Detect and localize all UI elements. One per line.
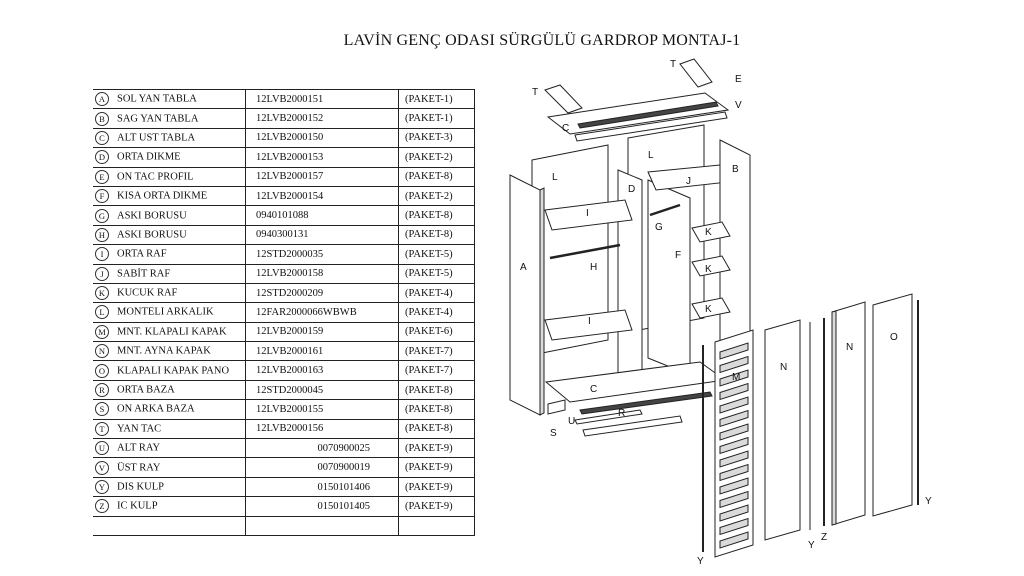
part-name-cell	[93, 264, 246, 283]
part-name: SABİT RAF	[117, 268, 171, 280]
part-package: (PAKET-2)	[399, 148, 475, 167]
part-code: 0150101405	[246, 497, 399, 516]
part-letter-badge: K	[95, 286, 109, 300]
table-row	[93, 400, 475, 419]
part-name-cell	[93, 225, 246, 244]
table-row	[93, 245, 475, 264]
part-name-cell	[93, 477, 246, 496]
part-name: YAN TAC	[117, 423, 162, 435]
part-package: (PAKET-1)	[399, 90, 475, 109]
part-package: (PAKET-7)	[399, 361, 475, 380]
part-letter-badge: S	[95, 402, 109, 416]
part-name: MNT. AYNA KAPAK	[117, 345, 211, 357]
part-name-cell	[93, 186, 246, 205]
label-j: J	[686, 176, 691, 187]
part-code: 12LVB2000153	[246, 148, 399, 167]
part-code: 12LVB2000156	[246, 419, 399, 438]
label-u: U	[568, 416, 576, 427]
label-y-mid: Y	[808, 540, 815, 551]
mirror-door-right	[832, 302, 865, 525]
part-name-cell	[93, 458, 246, 477]
label-b: B	[732, 164, 739, 175]
part-package: (PAKET-5)	[399, 264, 475, 283]
part-name-cell	[93, 109, 246, 128]
label-k-2: K	[705, 264, 712, 275]
side-crown-left-panel	[545, 85, 582, 113]
table-row	[93, 167, 475, 186]
part-code: 0150101406	[246, 477, 399, 496]
part-code: 12LVB2000151	[246, 90, 399, 109]
part-letter-badge: T	[95, 422, 109, 436]
part-name-cell	[93, 400, 246, 419]
part-letter-badge: J	[95, 267, 109, 281]
label-z: Z	[821, 532, 828, 543]
part-code: 0070900019	[246, 458, 399, 477]
part-name: ORTA BAZA	[117, 384, 175, 396]
part-package: (PAKET-8)	[399, 419, 475, 438]
empty-cell	[399, 516, 475, 535]
part-package: (PAKET-8)	[399, 400, 475, 419]
label-i-lower: I	[588, 316, 591, 327]
label-l-left: L	[552, 172, 558, 183]
part-name-cell	[93, 342, 246, 361]
table-row	[93, 128, 475, 147]
part-code: 12FAR2000066WBWB	[246, 303, 399, 322]
part-package: (PAKET-2)	[399, 186, 475, 205]
part-name-cell	[93, 283, 246, 302]
part-name: ORTA RAF	[117, 248, 167, 260]
part-letter-badge: R	[95, 383, 109, 397]
left-side-panel	[510, 175, 540, 415]
part-letter-badge: B	[95, 112, 109, 126]
label-t-top: T	[670, 59, 677, 70]
part-name-cell	[93, 167, 246, 186]
part-name: MNT. KLAPALI KAPAK	[117, 326, 227, 338]
table-row	[93, 497, 475, 516]
label-i-upper: I	[586, 208, 589, 219]
label-n-right: N	[846, 342, 854, 353]
part-letter-badge: I	[95, 247, 109, 261]
part-name-cell	[93, 361, 246, 380]
part-letter-badge: Y	[95, 480, 109, 494]
label-d: D	[628, 184, 636, 195]
table-row	[93, 477, 475, 496]
label-f: F	[675, 250, 682, 261]
part-name-cell	[93, 497, 246, 516]
part-code: 12LVB2000163	[246, 361, 399, 380]
table-row	[93, 458, 475, 477]
table-row	[93, 303, 475, 322]
part-letter-badge: D	[95, 150, 109, 164]
part-code: 12STD2000209	[246, 283, 399, 302]
part-code: 12LVB2000152	[246, 109, 399, 128]
part-package: (PAKET-8)	[399, 225, 475, 244]
label-y-left: Y	[697, 556, 704, 567]
label-h: H	[590, 262, 598, 273]
part-letter-badge: M	[95, 325, 109, 339]
exploded-assembly-diagram	[500, 55, 950, 570]
part-package: (PAKET-7)	[399, 342, 475, 361]
part-package: (PAKET-8)	[399, 380, 475, 399]
part-code: 0070900025	[246, 439, 399, 458]
part-package: (PAKET-9)	[399, 477, 475, 496]
part-name: KUCUK RAF	[117, 287, 178, 299]
part-name: DIS KULP	[117, 481, 164, 493]
part-package: (PAKET-9)	[399, 497, 475, 516]
label-k-3: K	[705, 304, 712, 315]
part-name-cell	[93, 128, 246, 147]
side-crown-right-panel	[680, 59, 712, 87]
part-letter-badge: C	[95, 131, 109, 145]
part-code: 12LVB2000159	[246, 322, 399, 341]
part-name: ON ARKA BAZA	[117, 403, 195, 415]
mirror-door-right-frame	[832, 311, 836, 525]
part-package: (PAKET-1)	[399, 109, 475, 128]
table-row	[93, 361, 475, 380]
part-package: (PAKET-5)	[399, 245, 475, 264]
front-back-base	[548, 400, 565, 414]
part-name: KISA ORTA DIKME	[117, 190, 208, 202]
mirror-door-left	[765, 320, 800, 540]
table-row	[93, 342, 475, 361]
part-letter-badge: Z	[95, 499, 109, 513]
table-row	[93, 283, 475, 302]
part-name: IC KULP	[117, 500, 158, 512]
label-k-1: K	[705, 227, 712, 238]
empty-cell	[93, 516, 246, 535]
part-letter-badge: E	[95, 170, 109, 184]
part-name-cell	[93, 322, 246, 341]
part-letter-badge: A	[95, 92, 109, 106]
label-a: A	[520, 262, 527, 273]
part-letter-badge: N	[95, 344, 109, 358]
part-letter-badge: U	[95, 441, 109, 455]
part-name: ALT UST TABLA	[117, 132, 196, 144]
parts-table	[93, 89, 475, 536]
label-s: S	[550, 428, 557, 439]
part-letter-badge: H	[95, 228, 109, 242]
part-code: 12LVB2000158	[246, 264, 399, 283]
table-row	[93, 148, 475, 167]
table-row	[93, 380, 475, 399]
part-name: MONTELI ARKALIK	[117, 306, 214, 318]
part-name-cell	[93, 439, 246, 458]
part-code: 0940300131	[246, 225, 399, 244]
part-letter-badge: V	[95, 461, 109, 475]
part-name-cell	[93, 90, 246, 109]
part-name-cell	[93, 419, 246, 438]
part-code: 12LVB2000161	[246, 342, 399, 361]
part-package: (PAKET-9)	[399, 458, 475, 477]
part-package: (PAKET-4)	[399, 283, 475, 302]
part-letter-badge: O	[95, 364, 109, 378]
table-row	[93, 439, 475, 458]
part-name: ÜST RAY	[117, 462, 161, 474]
part-package: (PAKET-9)	[399, 439, 475, 458]
part-name-cell	[93, 206, 246, 225]
part-letter-badge: F	[95, 189, 109, 203]
label-r: R	[618, 408, 626, 419]
table-row	[93, 186, 475, 205]
table-row	[93, 225, 475, 244]
part-package: (PAKET-6)	[399, 322, 475, 341]
left-side-panel-edge	[540, 188, 544, 415]
part-code: 0940101088	[246, 206, 399, 225]
table-row	[93, 419, 475, 438]
table-row	[93, 322, 475, 341]
label-l-right: L	[648, 150, 654, 161]
table-row	[93, 264, 475, 283]
part-name: ORTA DIKME	[117, 151, 181, 163]
label-g: G	[655, 222, 663, 233]
label-e: E	[735, 74, 742, 85]
empty-cell	[246, 516, 399, 535]
part-code: 12LVB2000150	[246, 128, 399, 147]
part-package: (PAKET-4)	[399, 303, 475, 322]
part-name: SAG YAN TABLA	[117, 112, 199, 124]
part-name-cell	[93, 148, 246, 167]
label-t-left: T	[532, 87, 539, 98]
label-n-left: N	[780, 362, 788, 373]
label-m: M	[732, 372, 741, 383]
page-title: LAVİN GENÇ ODASI SÜRGÜLÜ GARDROP MONTAJ-1	[343, 32, 741, 49]
label-v: V	[735, 100, 742, 111]
table-row	[93, 206, 475, 225]
louvered-door-panel	[873, 294, 912, 516]
part-code: 12STD2000035	[246, 245, 399, 264]
part-package: (PAKET-8)	[399, 167, 475, 186]
part-package: (PAKET-8)	[399, 206, 475, 225]
part-name: ASKI BORUSU	[117, 209, 187, 221]
part-letter-badge: L	[95, 305, 109, 319]
label-c-top: C	[562, 123, 570, 134]
part-code: 12LVB2000157	[246, 167, 399, 186]
label-c-bottom: C	[590, 384, 598, 395]
part-name-cell	[93, 380, 246, 399]
part-code: 12STD2000045	[246, 380, 399, 399]
part-name-cell	[93, 245, 246, 264]
part-name: SOL YAN TABLA	[117, 93, 197, 105]
table-row	[93, 90, 475, 109]
part-code: 12LVB2000155	[246, 400, 399, 419]
label-o: O	[890, 332, 898, 343]
part-code: 12LVB2000154	[246, 186, 399, 205]
table-row	[93, 109, 475, 128]
label-y-right: Y	[925, 496, 932, 507]
part-package: (PAKET-3)	[399, 128, 475, 147]
part-name-cell	[93, 303, 246, 322]
part-letter-badge: G	[95, 209, 109, 223]
part-name: KLAPALI KAPAK PANO	[117, 365, 230, 377]
part-name: ON TAC PROFIL	[117, 171, 194, 183]
table-row-empty	[93, 516, 475, 535]
part-name: ASKI BORUSU	[117, 229, 187, 241]
part-name: ALT RAY	[117, 442, 161, 454]
